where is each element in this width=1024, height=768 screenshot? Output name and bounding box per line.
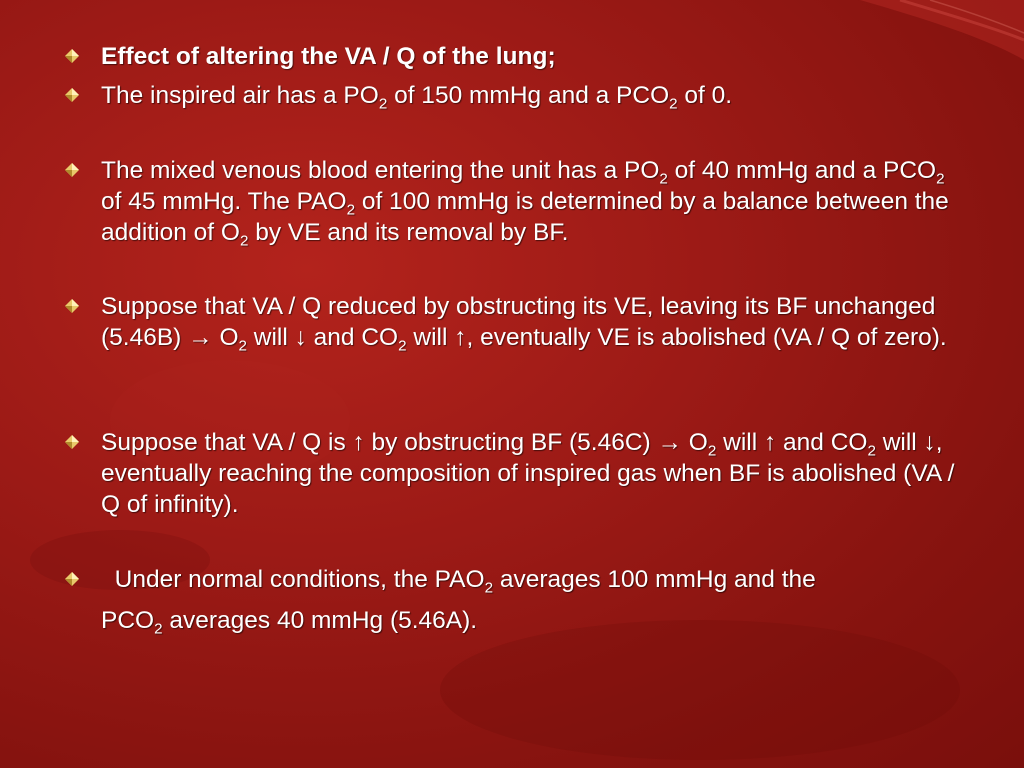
text-run: of 150 mmHg and a PCO	[387, 82, 670, 109]
diamond-bullet-icon	[64, 162, 80, 178]
text-run: averages 100 mmHg and the	[493, 566, 823, 593]
text-run: of 0.	[677, 82, 733, 109]
text-run: will ↓ and CO	[246, 324, 399, 351]
subscript: 2	[707, 442, 717, 460]
text-run: Suppose that VA / Q reduced by obstructing its VE, leaving its BF unchanged (5.46B) → O	[101, 293, 943, 351]
text-run: will ↓, eventually reaching the composition of inspired gas when BF is abolished (VA / Q of infinity).	[101, 429, 962, 518]
bullet-text	[101, 41, 964, 72]
subscript: 2	[936, 170, 945, 188]
text-run: Effect of altering the VA / Q of the lung;	[101, 43, 556, 70]
subscript: 2	[378, 95, 388, 113]
text-run: Suppose that VA / Q is ↑ by obstructing BF (5.46C) → O	[101, 429, 708, 456]
subscript: 2	[238, 337, 247, 355]
text-run: PCO	[101, 607, 155, 634]
bullet-item-inspired-air	[64, 80, 964, 111]
subscript: 2	[484, 579, 494, 597]
subscript: 2	[239, 232, 249, 250]
bullet-text	[101, 155, 964, 248]
text-run: Under normal conditions, the PAO	[101, 566, 485, 593]
subscript: 2	[154, 620, 163, 638]
text-run: The inspired air has a PO	[101, 82, 379, 109]
text-run: will ↑, eventually VE is abolished (VA / Q of zero).	[406, 324, 947, 351]
bullet-text	[101, 291, 964, 353]
text-run: of 45 mmHg. The PAO	[101, 157, 952, 215]
bullet-item-normal-conditions	[64, 564, 964, 641]
bullet-item-increased-va-q	[64, 427, 964, 520]
text-run: averages 40 mmHg (5.46A).	[162, 607, 478, 634]
text-run: The mixed venous blood entering the unit has a PO	[101, 157, 660, 184]
bullet-text	[101, 427, 964, 520]
diamond-bullet-icon	[64, 298, 80, 314]
bullet-item-mixed-venous	[64, 155, 964, 248]
bullet-item-title	[64, 41, 964, 72]
bullet-text	[101, 80, 964, 111]
subscript: 2	[669, 95, 678, 113]
diamond-bullet-icon	[64, 87, 80, 103]
diamond-bullet-icon	[64, 434, 80, 450]
bullet-text	[101, 559, 964, 641]
text-run: of 100 mmHg is determined by a balance between the addition of O	[101, 188, 956, 246]
diamond-bullet-icon	[64, 48, 80, 64]
text-run: by VE and its removal by BF.	[248, 219, 569, 246]
subscript: 2	[659, 170, 668, 188]
text-run: of 40 mmHg and a PCO	[667, 157, 937, 184]
subscript: 2	[398, 337, 407, 355]
text-run: will ↑ and CO	[716, 429, 868, 456]
subscript: 2	[867, 442, 876, 460]
subscript: 2	[346, 201, 356, 219]
bullet-item-reduced-va-q	[64, 291, 964, 353]
diamond-bullet-icon	[64, 571, 80, 587]
